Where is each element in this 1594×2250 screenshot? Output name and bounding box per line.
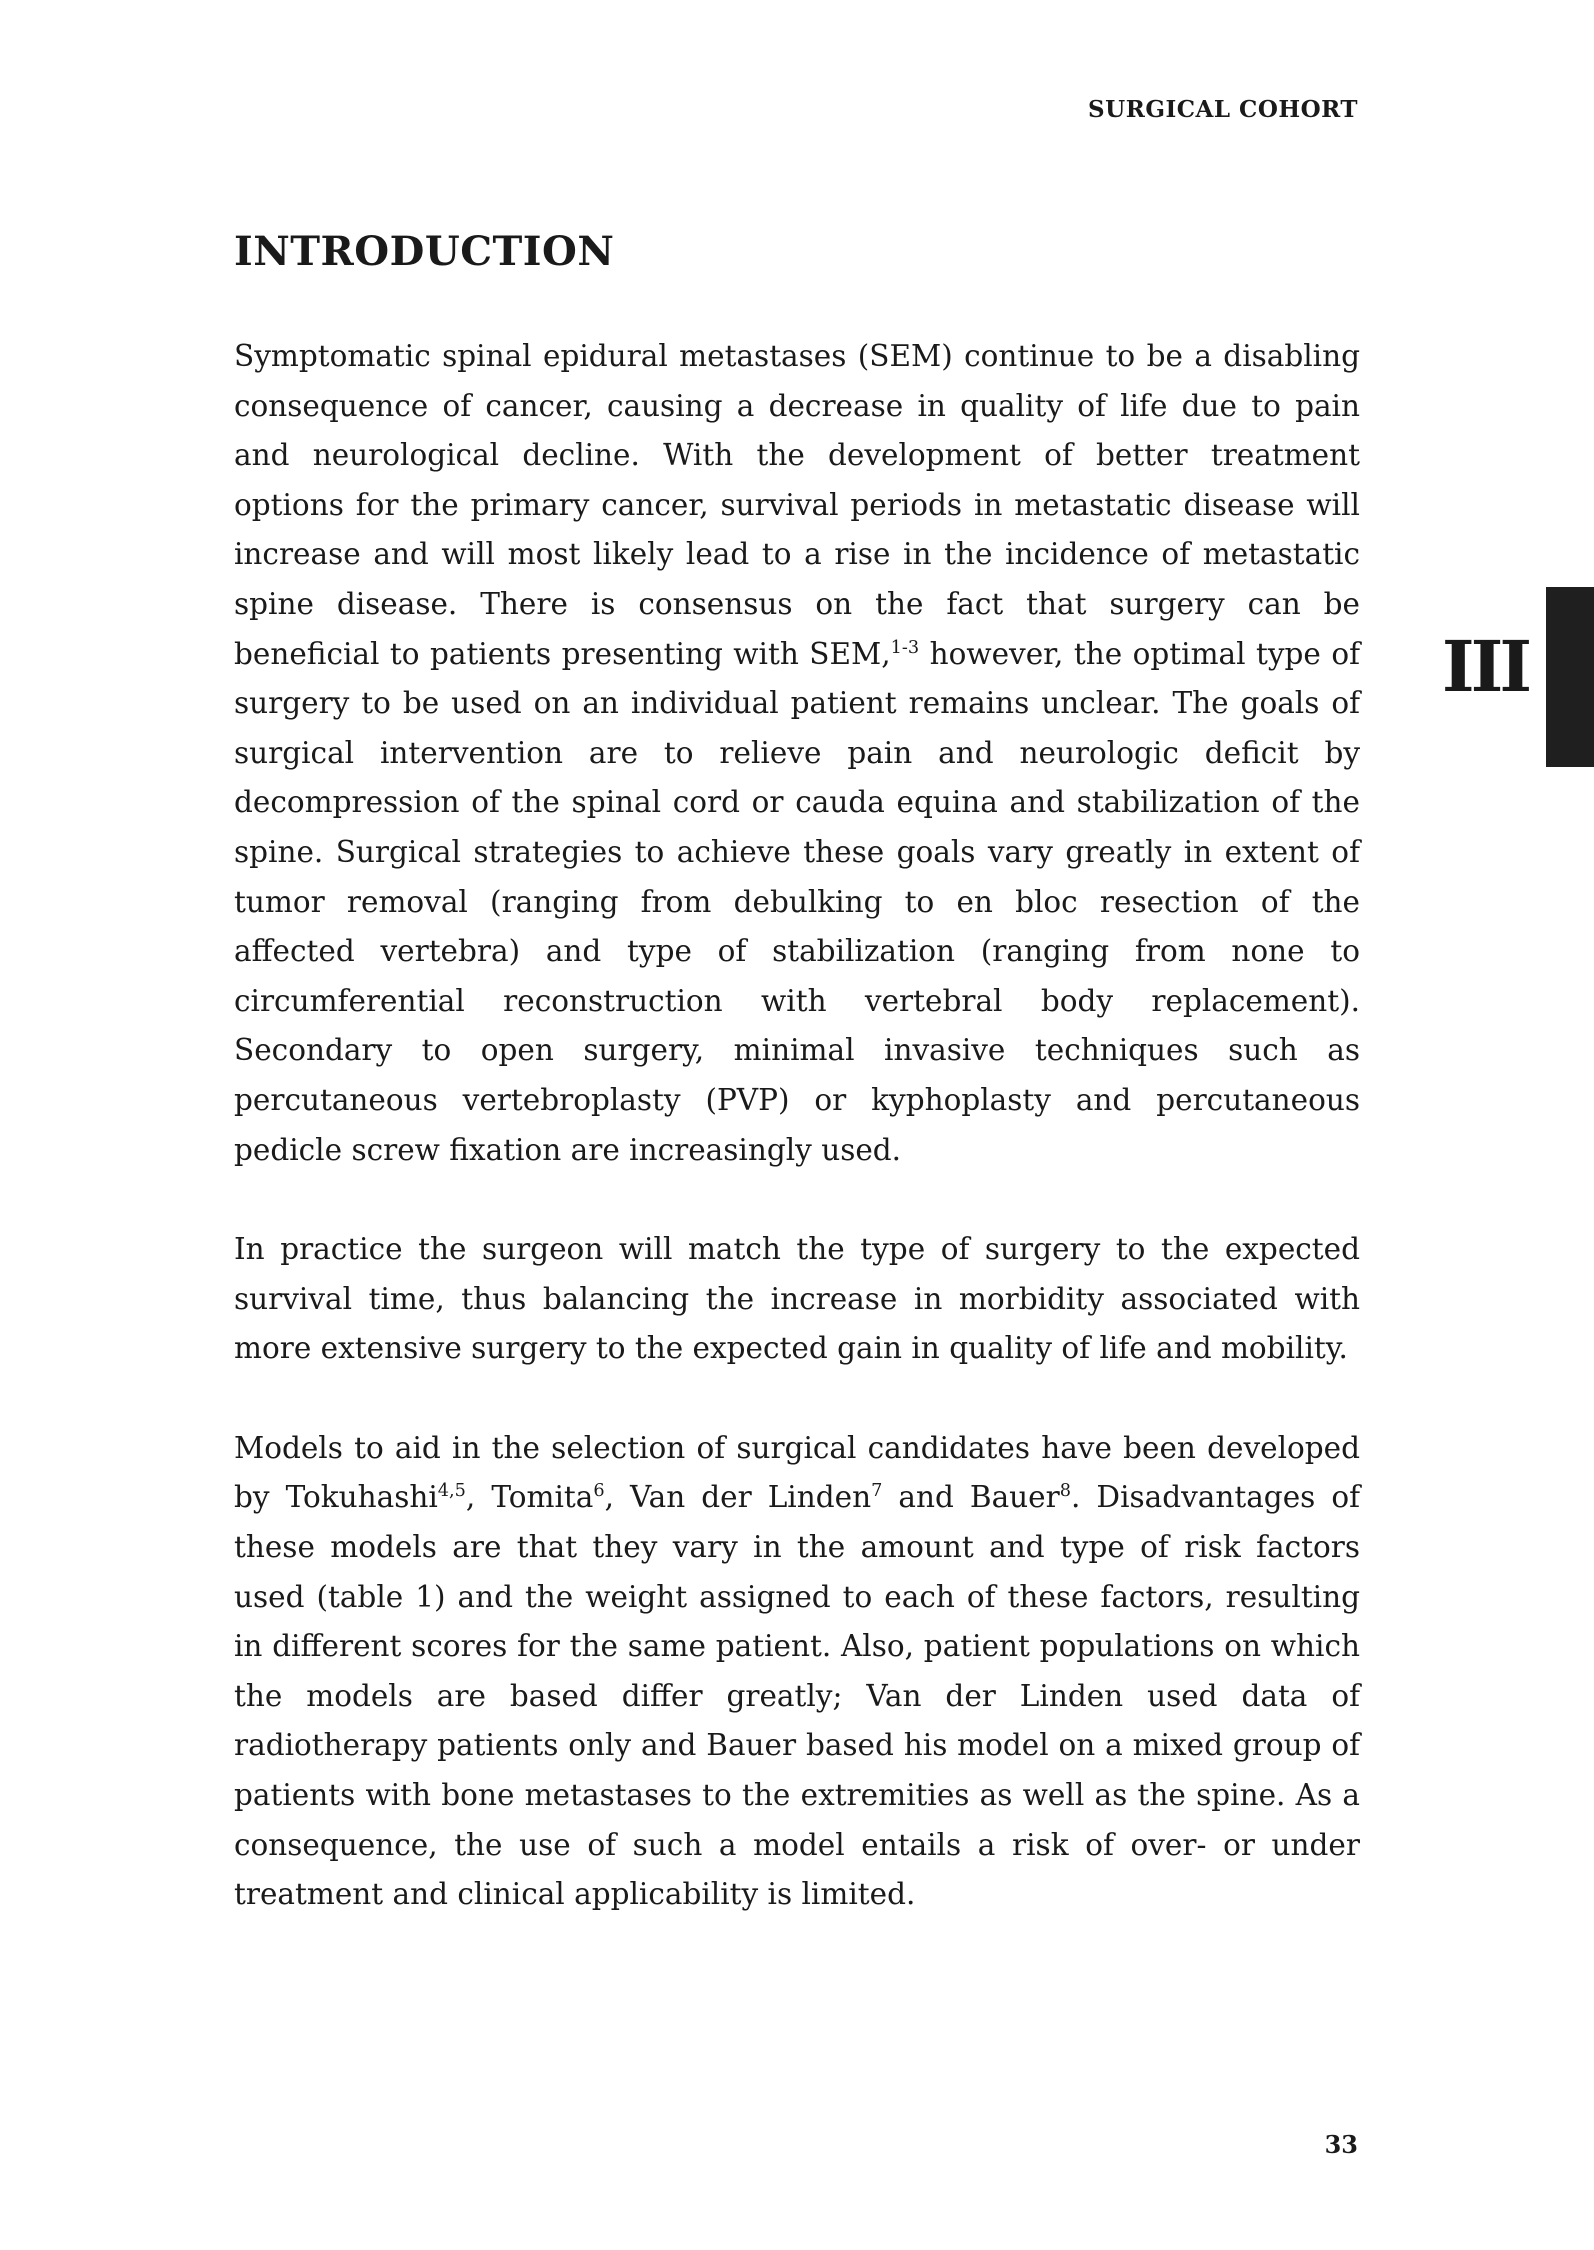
citation-4-5: 4,5	[437, 1481, 466, 1502]
paragraph-3-text-c: , Van der Linden	[604, 1480, 872, 1515]
chapter-label: III	[1441, 625, 1529, 708]
citation-8: 8	[1059, 1481, 1071, 1502]
citation-1-3: 1-3	[890, 637, 920, 658]
paragraph-1-text-a: Symptomatic spinal epidural metastases (SEM) continue to be a disabling consequence of cancer, causing a decrease in quality of life due to pain and neurological decline. With the development of better treatment options for the primary cancer, survival periods in metastatic disease will increase and will most likely lead to a rise in the incidence of metastatic spine disease. There is consensus on the fact that surgery can be beneficial to patients presenting with SEM,	[234, 339, 1360, 671]
citation-7: 7	[871, 1481, 883, 1502]
paragraph-3-text-d: and Bauer	[882, 1480, 1060, 1515]
paragraph-2: In practice the surgeon will match the type of surgery to the expected survival time, thus balancing the increase in morbidity associated with more extensive surgery to the expected gain in quality of life and mobility.	[234, 1232, 1360, 1366]
page-number: 33	[1324, 2130, 1358, 2159]
running-head: SURGICAL COHORT	[1088, 96, 1358, 123]
citation-6: 6	[593, 1481, 605, 1502]
paragraph-3	[234, 1424, 1360, 1920]
paragraph-3-text-e: . Disadvantages of these models are that they vary in the amount and type of risk factors used (table 1) and the weight assigned to each of these factors, resulting in different scores for the same patient. Also, patient populations on which the models are based differ greatly; Van der Linden used data of radiotherapy patients only and Bauer based his model on a mixed group of patients with bone metastases to the extremities as well as the spine. As a consequence, the use of such a model entails a risk of over- or under treatment and clinical applicability is limited.	[234, 1480, 1360, 1912]
body-text	[234, 332, 1360, 1970]
chapter-tab-marker	[1546, 587, 1594, 767]
paragraph-3-text-a: Models to aid in the selection of surgical candidates have been developed by Tokuhashi	[234, 1430, 1360, 1515]
paragraph-1-text-b: however, the optimal type of surgery to be used on an individual patient remains unclear. The goals of surgical intervention are to relieve pain and neurologic deficit by decompression of the spinal cord or cauda equina and stabilization of the spine. Surgical strategies to achieve these goals vary greatly in extent of tumor removal (ranging from debulking to en bloc resection of the affected vertebra) and type of stabilization (ranging from none to circumferential reconstruction with vertebral body replacement). Secondary to open surgery, minimal invasive techniques such as percutaneous vertebroplasty (PVP) or kyphoplasty and percutaneous pedicle screw fixation are increasingly used.	[234, 636, 1361, 1167]
paragraph-1	[234, 332, 1360, 1175]
section-title: INTRODUCTION	[234, 228, 615, 275]
paragraph-3-text-b: , Tomita	[465, 1480, 594, 1515]
